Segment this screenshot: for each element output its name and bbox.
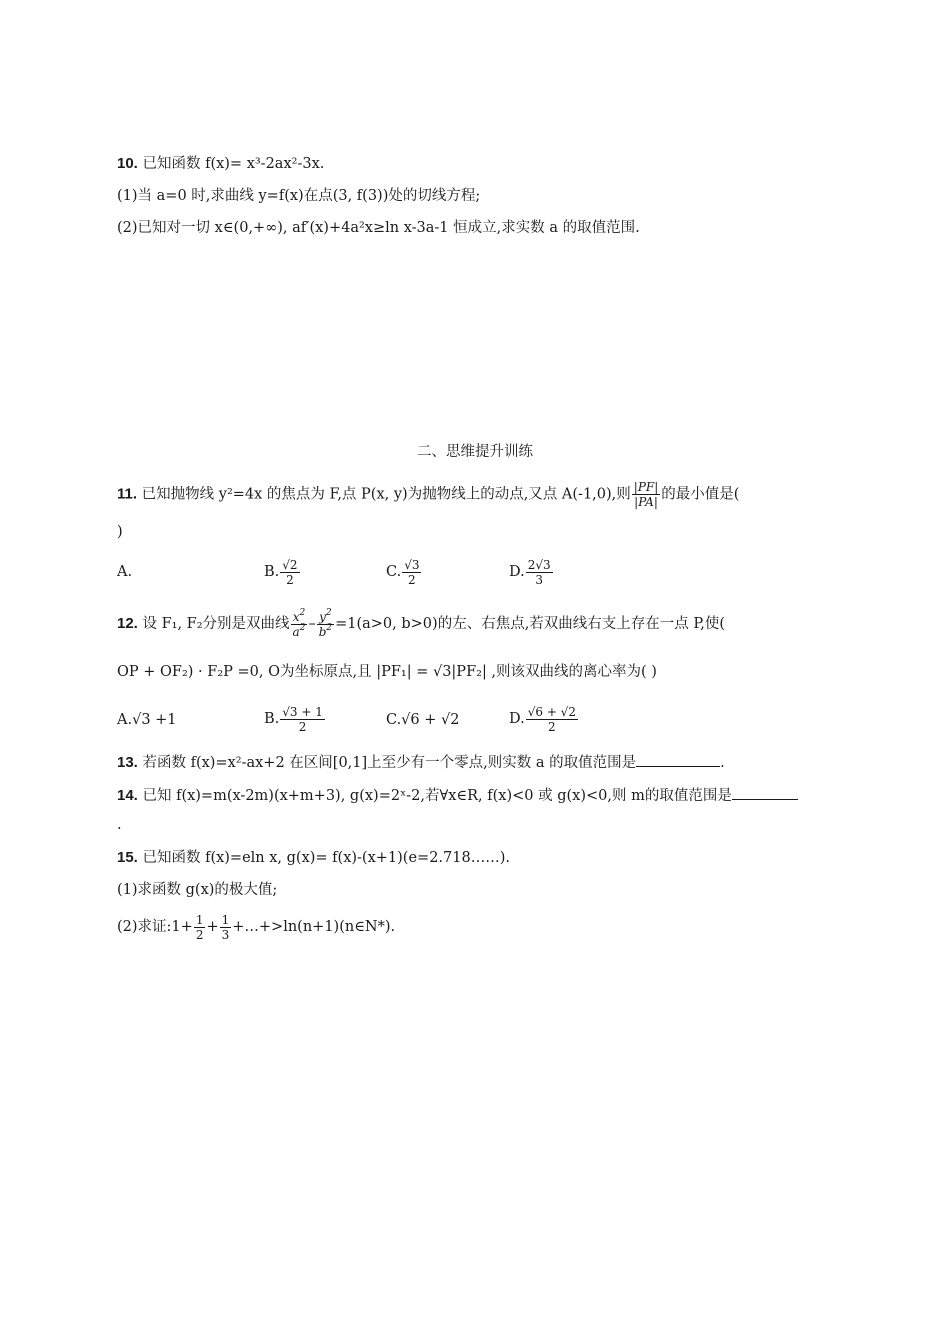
- q15-frac-half: $\frac{1}{2}$: [195, 912, 204, 942]
- q15-part1: (1)求函数 g(x)的极大值;: [117, 882, 278, 898]
- q11-option-c-num: √3: [404, 557, 420, 572]
- q11-fraction: [632, 480, 661, 509]
- q12-option-d: [509, 702, 579, 736]
- q11-stem-b: 的最小值是(: [661, 486, 740, 503]
- q12-option-a: A.√3 +1: [117, 712, 177, 728]
- q11-option-d-label: D.: [509, 564, 525, 580]
- q12-number: 12.: [117, 615, 138, 632]
- section-title: 二、思维提升训练: [417, 444, 533, 460]
- q10-stem: [117, 154, 324, 174]
- q12-stem-a: 设 F₁, F₂分别是双曲线: [142, 616, 290, 632]
- q11-option-d-num: 2√3: [527, 557, 551, 572]
- q10-part1: (1)当 a=0 时,求曲线 y=f(x)在点(3, f(3))处的切线方程;: [117, 188, 481, 204]
- q15-part2: (2)求证:1+ $\frac{1}{2}$ + $\frac{1}{3}$ +…+>ln(n+1)(n∈N*).: [117, 912, 396, 942]
- q11-option-c-den: 2: [408, 572, 416, 587]
- q15-part2-a: (2)求证:1+: [117, 919, 193, 935]
- q11-frac-den: |PA|: [634, 495, 658, 509]
- q15-frac-third: $\frac{1}{3}$: [221, 912, 230, 942]
- q11-option-b-num: √2: [282, 557, 298, 572]
- q10-part2: (2)已知对一切 x∈(0,+∞), af′(x)+4a²x≥ln x-3a-1 恒成立,求实数 a 的取值范围.: [117, 220, 640, 236]
- q12-condition: OP + OF₂) · F₂P =0, O为坐标原点,且 |PF₁| = √3|PF₂| ,则该双曲线的离心率为( ): [117, 664, 657, 680]
- q12-frac-x: $\frac{x^2}{a^2}$: [292, 607, 306, 639]
- q12-option-b-den: 2: [298, 719, 307, 734]
- q10-number: 10.: [117, 155, 138, 172]
- q12-option-d-label: D.: [509, 711, 525, 727]
- q13-stem: [117, 752, 725, 773]
- q14-stem-text: 已知 f(x)=m(x-2m)(x+m+3), g(x)=2ˣ-2,若∀x∈R, f(x)<0 或 g(x)<0,则 m的取值范围是: [142, 788, 732, 804]
- q13-end: .: [720, 755, 725, 771]
- q11-option-b: [264, 555, 301, 589]
- q11-option-d: [509, 555, 554, 589]
- q12-stem: 12. 设 F₁, F₂分别是双曲线 $\frac{x^2}{a^2}$ – $\frac{y^2}{b^2}$ =1(a>0, b>0)的左、右焦点,若双曲线右支上存在一点 P,使(: [117, 607, 725, 639]
- q15-stem: [117, 848, 510, 868]
- q12-option-d-den: 2: [548, 719, 556, 734]
- q11-close-paren: ): [117, 524, 123, 540]
- q11-option-b-den: 2: [286, 572, 294, 587]
- q13-answer-blank[interactable]: [636, 752, 720, 767]
- q14-answer-blank[interactable]: [732, 785, 798, 800]
- q12-option-b-num: √3 + 1: [282, 704, 323, 719]
- q11-number: 11.: [117, 485, 138, 503]
- q11-option-a: A.: [117, 564, 133, 580]
- q11-frac-num: |PF|: [633, 480, 659, 494]
- q11-stem: [117, 480, 739, 509]
- q12-option-d-num: √6 + √2: [527, 704, 576, 719]
- q11-option-c: [386, 555, 422, 589]
- q14-end: .: [117, 817, 122, 833]
- q12-frac-y: $\frac{y^2}{b^2}$: [318, 607, 333, 639]
- q13-number: 13.: [117, 754, 138, 771]
- q11-option-b-label: B.: [264, 564, 280, 580]
- q12-option-b-label: B.: [264, 711, 280, 727]
- q11-option-d-den: 3: [535, 572, 543, 587]
- q15-stem-text: 已知函数 f(x)=eln x, g(x)= f(x)-(x+1)(e=2.718……).: [142, 850, 510, 866]
- q13-stem-text: 若函数 f(x)=x²-ax+2 在区间[0,1]上至少有一个零点,则实数 a 的取值范围是: [142, 755, 637, 771]
- q14-stem: [117, 785, 798, 806]
- q15-number: 15.: [117, 849, 138, 866]
- q11-option-c-label: C.: [386, 564, 402, 580]
- q15-part2-b: +…+>ln(n+1)(n∈N*).: [232, 919, 396, 935]
- q11-stem-a: 已知抛物线 y²=4x 的焦点为 F,点 P(x, y)为抛物线上的动点,又点 A(-1,0),则: [141, 486, 631, 503]
- q12-stem-b: =1(a>0, b>0)的左、右焦点,若双曲线右支上存在一点 P,使(: [335, 616, 725, 632]
- q14-number: 14.: [117, 787, 138, 804]
- q10-stem-text: 已知函数 f(x)= x³-2ax²-3x.: [142, 156, 325, 172]
- q12-option-b: [264, 702, 326, 736]
- q12-option-c: C.√6 + √2: [386, 712, 460, 728]
